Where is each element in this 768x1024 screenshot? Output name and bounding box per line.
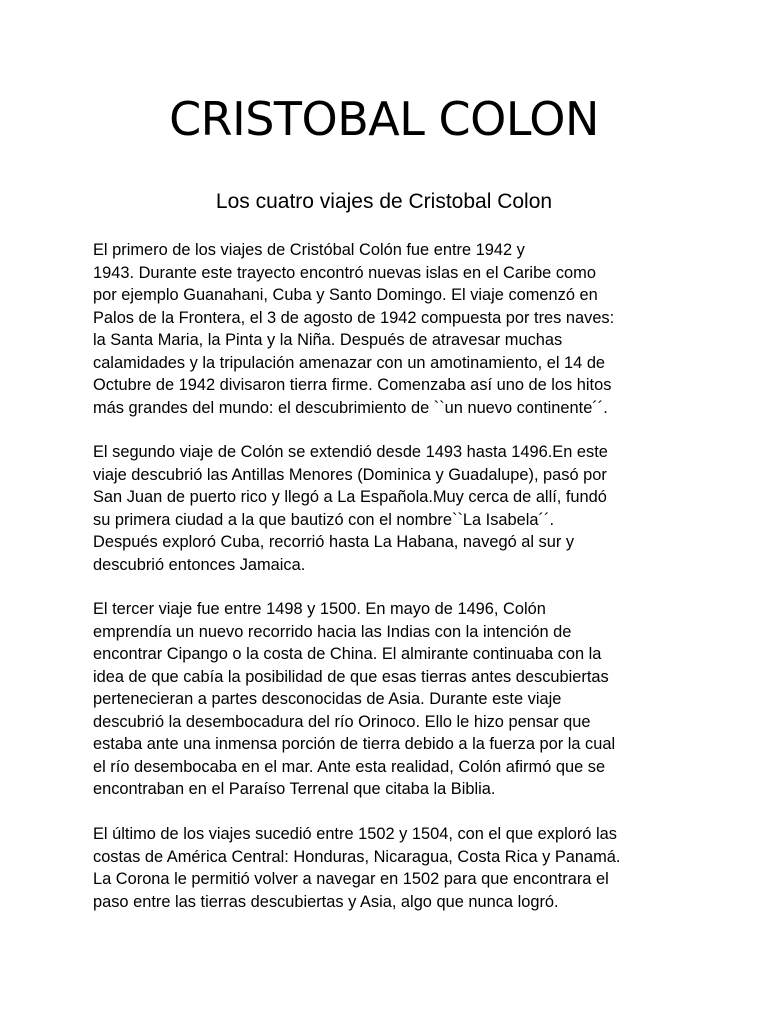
page-title: CRISTOBAL COLON: [169, 92, 599, 146]
text-line: Octubre de 1942 divisaron tierra firme. Comenzaba así uno de los hitos: [93, 376, 612, 394]
text-line: encontrar Cipango o la costa de China. El almirante continuaba con la: [93, 645, 602, 663]
text-line: por ejemplo Guanahani, Cuba y Santo Domingo. El viaje comenzó en: [93, 286, 598, 304]
text-line: San Juan de puerto rico y llegó a La Española.Muy cerca de allí, fundó: [93, 488, 607, 506]
text-line: El tercer viaje fue entre 1498 y 1500. En mayo de 1496, Colón: [93, 600, 546, 618]
text-line: 1943. Durante este trayecto encontró nuevas islas en el Caribe como: [93, 263, 596, 282]
text-line: costas de América Central: Honduras, Nicaragua, Costa Rica y Panamá.: [93, 847, 621, 866]
text-line: El primero de los viajes de Cristóbal Colón fue entre 1942 y: [93, 241, 525, 259]
text-line: paso entre las tierras descubiertas y Asia, algo que nunca logró.: [93, 892, 559, 911]
text-line: la Santa Maria, la Pinta y la Niña. Después de atravesar muchas: [93, 331, 563, 349]
text-line: El último de los viajes sucedió entre 1502 y 1504, con el que exploró las: [93, 825, 617, 843]
paragraph-fourth-voyage: [93, 823, 693, 913]
text-line: El segundo viaje de Colón se extendió desde 1493 hasta 1496.En este: [93, 443, 608, 461]
text-line: pertenecieran a partes desconocidas de Asia. Durante este viaje: [93, 690, 562, 708]
text-line: idea de que cabía la posibilidad de que esas tierras antes descubiertas: [93, 667, 609, 686]
paragraph-first-voyage: [93, 239, 693, 419]
text-line: el río desembocaba en el mar. Ante esta realidad, Colón afirmó que se: [93, 757, 606, 776]
text-line: emprendía un nuevo recorrido hacia las Indias con la intención de: [93, 622, 572, 641]
text-line: estaba ante una inmensa porción de tierra debido a la fuerza por la cual: [93, 735, 616, 753]
text-line: viaje descubrió las Antillas Menores (Dominica y Guadalupe), pasó por: [93, 465, 607, 484]
text-line: más grandes del mundo: el descubrimiento de ``un nuevo continente´´.: [93, 398, 608, 417]
text-line: Palos de la Frontera, el 3 de agosto de 1942 compuesta por tres naves:: [93, 308, 615, 327]
text-line: La Corona le permitió volver a navegar en 1502 para que encontrara el: [93, 870, 609, 888]
paragraph-third-voyage: [93, 598, 693, 801]
paragraph-second-voyage: [93, 441, 693, 576]
text-line: descubrió entonces Jamaica.: [93, 555, 306, 574]
text-line: encontraban en el Paraíso Terrenal que citaba la Biblia.: [93, 780, 496, 798]
text-line: Después exploró Cuba, recorrió hasta La Habana, navegó al sur y: [93, 533, 575, 551]
text-line: descubrió la desembocadura del río Orinoco. Ello le hizo pensar que: [93, 712, 591, 731]
text-line: su primera ciudad a la que bautizó con el nombre``La Isabela´´.: [93, 510, 555, 529]
text-line: calamidades y la tripulación amenazar con un amotinamiento, el 14 de: [93, 353, 606, 372]
page-subtitle: Los cuatro viajes de Cristobal Colon: [215, 190, 553, 213]
